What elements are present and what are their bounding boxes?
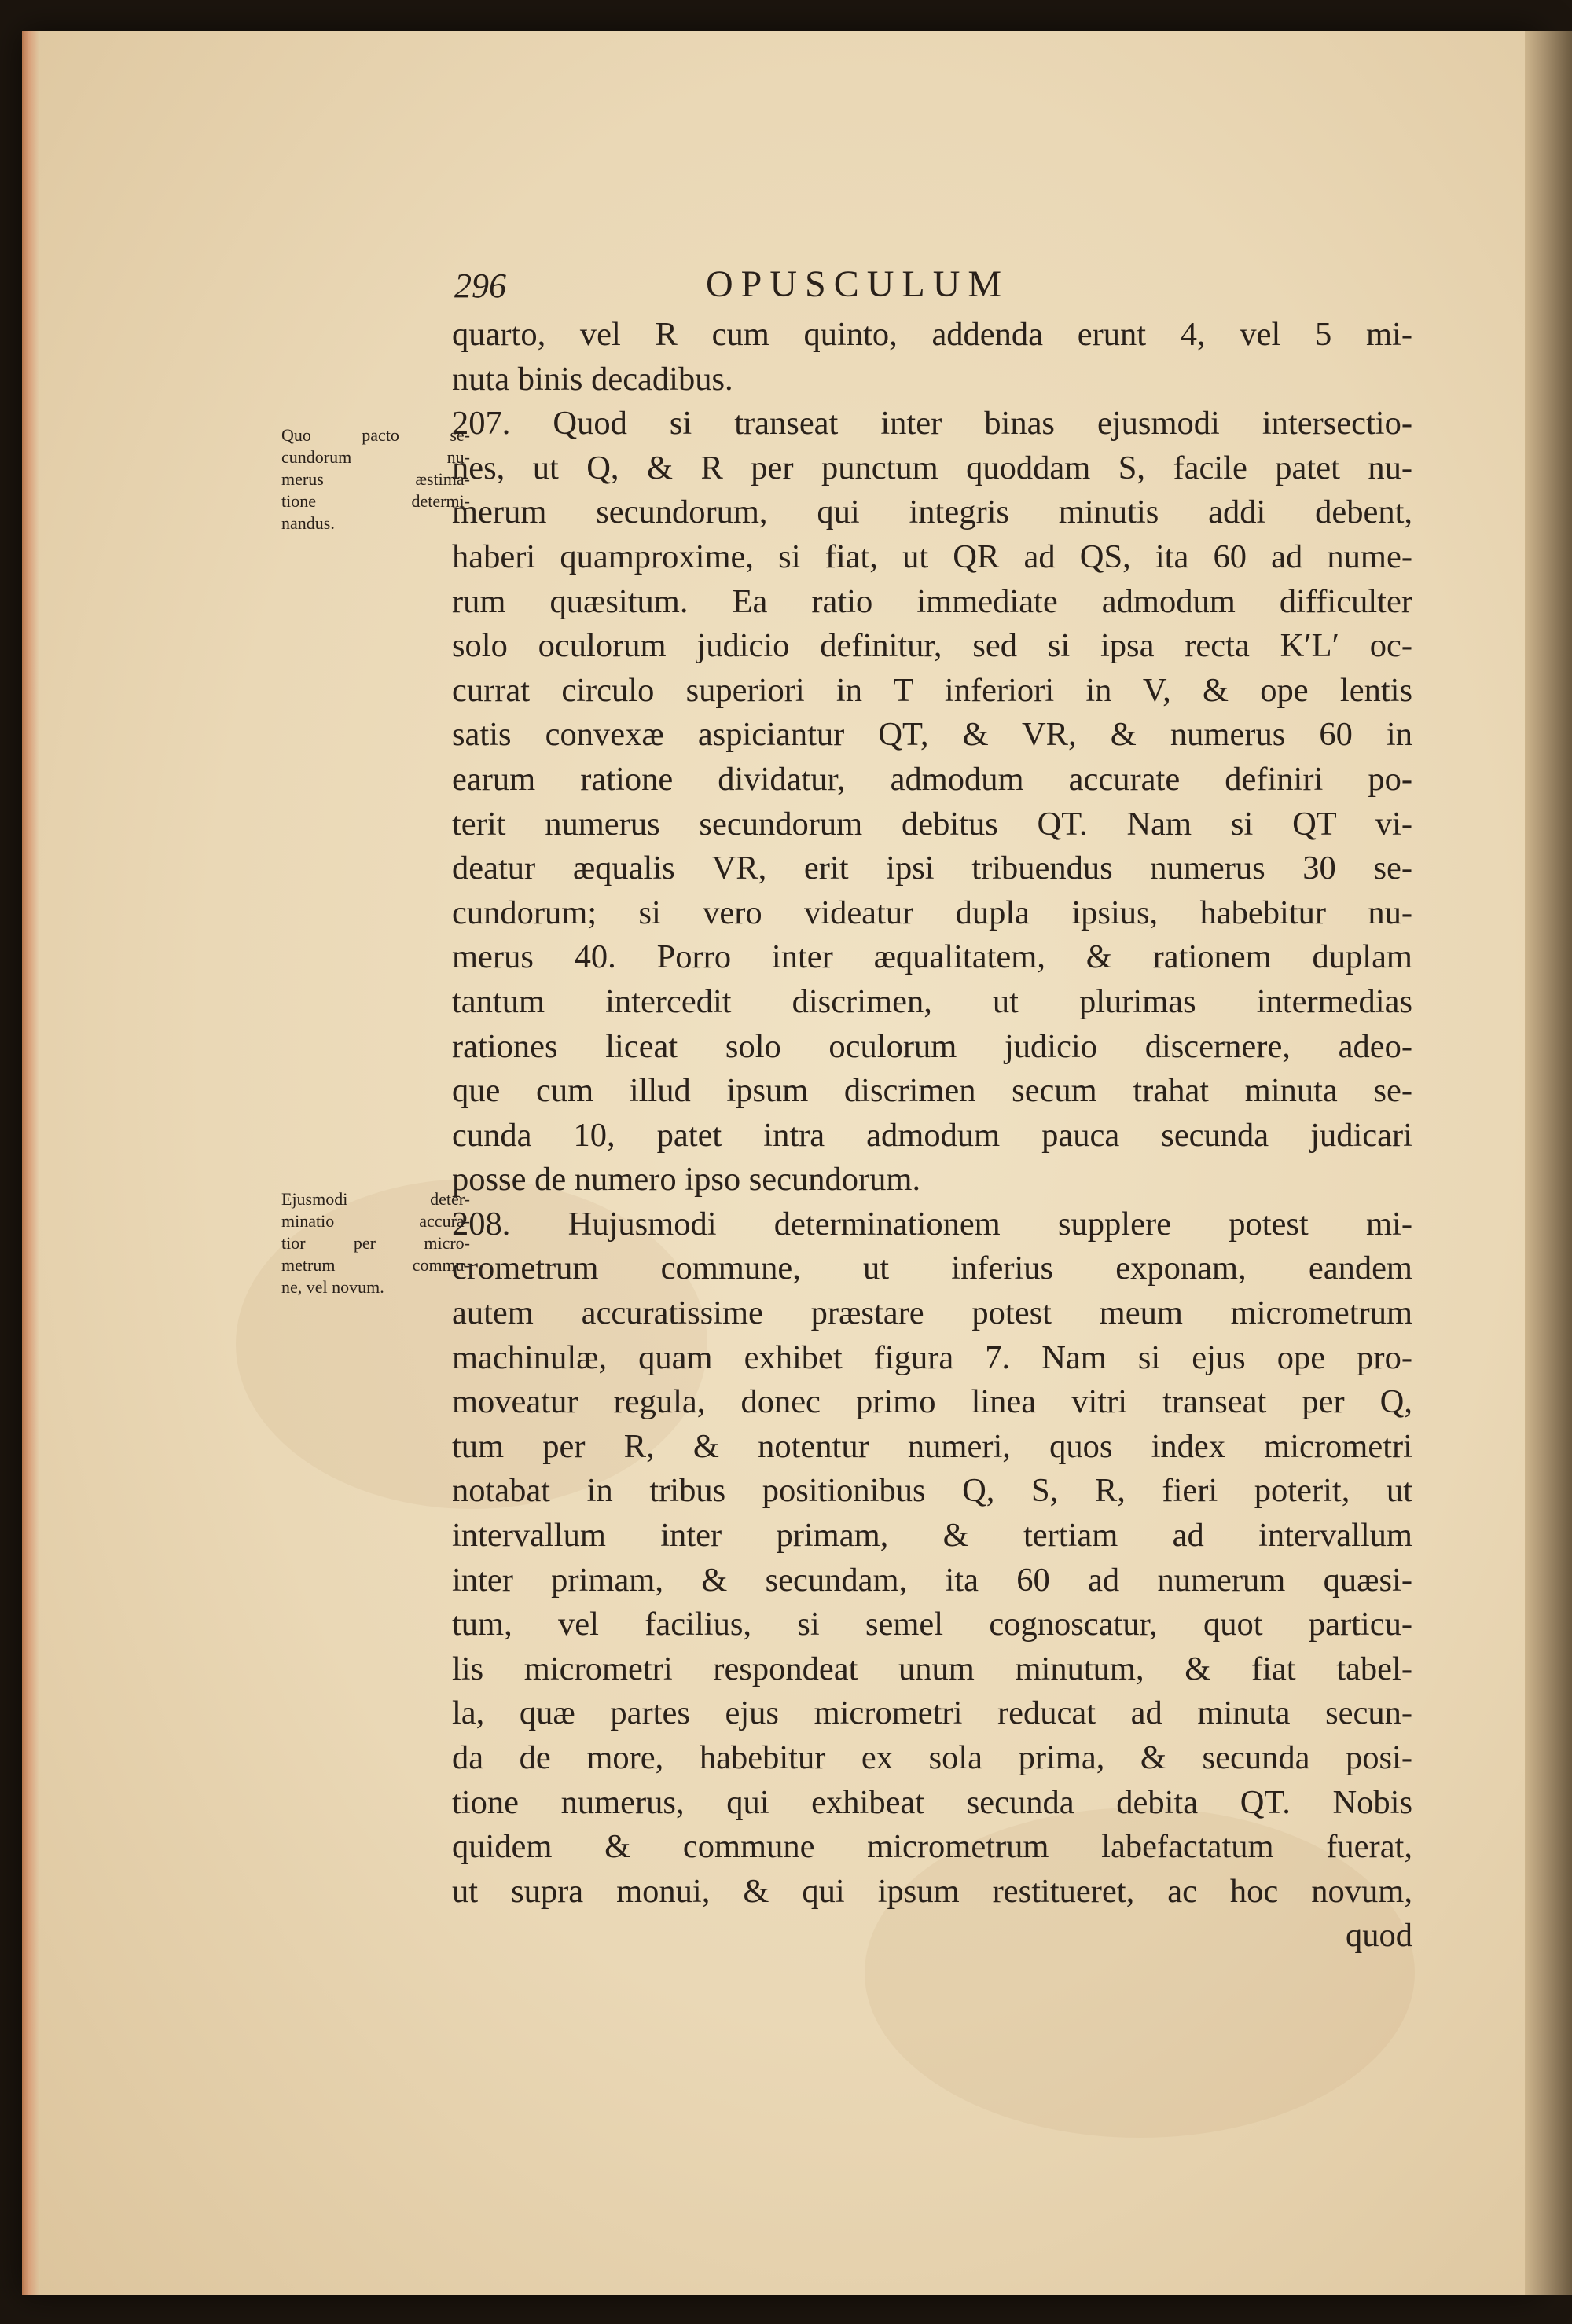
margin-note-line: minatio accura- bbox=[281, 1211, 470, 1231]
running-title: OPUSCULUM bbox=[706, 263, 1010, 305]
margin-note bbox=[281, 1188, 470, 1298]
text-line: crometrum commune, ut inferius exponam, eandem bbox=[452, 1250, 1412, 1287]
text-line: currat circulo superiori in T inferiori in V, & ope lentis bbox=[452, 671, 1412, 709]
text-line: da de more, habebitur ex sola prima, & secunda posi- bbox=[452, 1739, 1412, 1776]
text-line: machinulæ, quam exhibet figura 7. Nam si ejus ope pro- bbox=[452, 1338, 1412, 1376]
text-line: intervallum inter primam, & tertiam ad intervallum bbox=[452, 1517, 1412, 1555]
page-number: 296 bbox=[454, 266, 506, 305]
text-line: quidem & commune micrometrum labefactatum fuerat, bbox=[452, 1828, 1412, 1866]
running-head bbox=[454, 263, 1413, 313]
text-line: merus 40. Porro inter æqualitatem, & rationem duplam bbox=[452, 938, 1412, 976]
text-line: tum per R, & notentur numeri, quos index micrometri bbox=[452, 1427, 1412, 1465]
text-line: solo oculorum judicio definitur, sed si ipsa recta K′L′ oc- bbox=[452, 627, 1412, 665]
margin-note-line: merus æstima- bbox=[281, 469, 470, 489]
margin-note-line: tione determi- bbox=[281, 491, 470, 511]
text-line: satis convexæ aspiciantur QT, & VR, & numerus 60 in bbox=[452, 716, 1412, 754]
text-line: posse de numero ipso secundorum. bbox=[452, 1161, 921, 1199]
text-line: quarto, vel R cum quinto, addenda erunt 4, vel 5 mi- bbox=[452, 316, 1412, 353]
margin-note-line: tior per micro- bbox=[281, 1233, 470, 1253]
text-line: earum ratione dividatur, admodum accurate definiri po- bbox=[452, 760, 1412, 798]
text-line: autem accuratissime præstare potest meum micrometrum bbox=[452, 1294, 1412, 1332]
text-line: deatur æqualis VR, erit ipsi tribuendus numerus 30 se- bbox=[452, 850, 1412, 887]
margin-note-line: Quo pacto se- bbox=[281, 425, 470, 445]
margin-note-line: nandus. bbox=[281, 513, 335, 533]
text-line: tione numerus, qui exhibeat secunda debita QT. Nobis bbox=[452, 1783, 1412, 1821]
text-line: ut supra monui, & qui ipsum restitueret, ac hoc novum, bbox=[452, 1872, 1412, 1910]
body-text bbox=[452, 313, 1412, 1959]
margin-note-line: metrum commu- bbox=[281, 1255, 470, 1275]
text-line: cunda 10, patet intra admodum pauca secunda judicari bbox=[452, 1116, 1412, 1154]
catchword: quod bbox=[1346, 1917, 1412, 1955]
text-line: inter primam, & secundam, ita 60 ad numerum quæsi- bbox=[452, 1561, 1412, 1599]
text-line: haberi quamproxime, si fiat, ut QR ad QS, ita 60 ad nume- bbox=[452, 538, 1412, 575]
text-line: que cum illud ipsum discrimen secum trahat minuta se- bbox=[452, 1072, 1412, 1110]
text-line: 208. Hujusmodi determinationem supplere potest mi- bbox=[452, 1205, 1412, 1243]
red-page-edge bbox=[22, 31, 39, 2295]
text-line: tantum intercedit discrimen, ut plurimas intermedias bbox=[452, 982, 1412, 1020]
text-line: nes, ut Q, & R per punctum quoddam S, facile patet nu- bbox=[452, 449, 1412, 486]
text-line: cundorum; si vero videatur dupla ipsius, habebitur nu- bbox=[452, 894, 1412, 931]
margin-note-line: ne, vel novum. bbox=[281, 1277, 384, 1297]
margin-note bbox=[281, 424, 470, 534]
text-line: notabat in tribus positionibus Q, S, R, fieri poterit, ut bbox=[452, 1472, 1412, 1510]
margin-note-line: Ejusmodi deter- bbox=[281, 1189, 470, 1209]
text-line: tum, vel facilius, si semel cognoscatur, quot particu- bbox=[452, 1606, 1412, 1643]
text-line: lis micrometri respondeat unum minutum, & fiat tabel- bbox=[452, 1650, 1412, 1687]
text-line: 207. Quod si transeat inter binas ejusmodi intersectio- bbox=[452, 405, 1412, 442]
text-line: terit numerus secundorum debitus QT. Nam si QT vi- bbox=[452, 805, 1412, 843]
text-line: merum secundorum, qui integris minutis addi debent, bbox=[452, 494, 1412, 531]
text-line: rationes liceat solo oculorum judicio discernere, adeo- bbox=[452, 1027, 1412, 1065]
facing-page-edge bbox=[1525, 31, 1572, 2295]
text-line: moveatur regula, donec primo linea vitri transeat per Q, bbox=[452, 1383, 1412, 1421]
text-line: rum quæsitum. Ea ratio immediate admodum difficulter bbox=[452, 582, 1412, 620]
text-line: nuta binis decadibus. bbox=[452, 360, 733, 398]
margin-note-line: cundorum nu- bbox=[281, 447, 470, 467]
text-line: la, quæ partes ejus micrometri reducat ad minuta secun- bbox=[452, 1694, 1412, 1732]
